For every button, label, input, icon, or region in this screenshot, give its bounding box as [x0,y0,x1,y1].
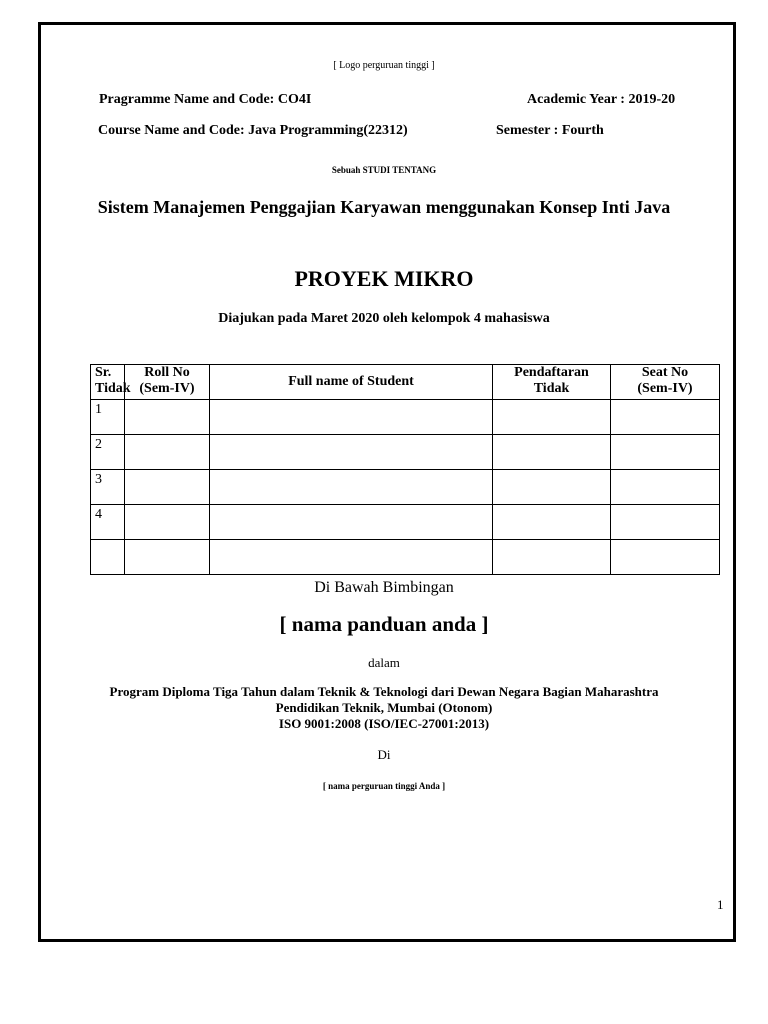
cell-sr: 1 [91,400,125,435]
cell-name [210,400,493,435]
academic-year: Academic Year : 2019-20 [527,92,676,107]
header-full-name [210,365,493,400]
program-line: Program Diploma Tiga Tahun dalam Teknik & Teknologi dari Dewan Negara Bagian Maharashtra [109,684,659,699]
cell-roll [125,435,210,470]
header-roll-line1: Roll No [144,365,190,380]
program-line: ISO 9001:2008 (ISO/IEC-27001:2013) [278,716,490,731]
cell-sr: 3 [91,470,125,505]
cell-name [210,435,493,470]
table-row [91,435,720,470]
program-line: Pendidikan Teknik, Mumbai (Otonom) [275,700,493,715]
header-sr-line1: Sr. [95,365,112,380]
guide-name-placeholder: [ nama panduan anda ] [279,612,489,636]
cell-registration [493,540,611,575]
header-reg-line1: Pendaftaran [514,365,589,380]
table-row [91,505,720,540]
at-label: Di [377,747,391,762]
cell-sr [91,540,125,575]
table-row [91,540,720,575]
page-number: 1 [717,897,724,912]
cell-seat [611,540,720,575]
cell-seat [611,505,720,540]
table-header-row [91,365,720,400]
header-roll-no [125,365,210,400]
header-seat-no [611,365,720,400]
cell-sr: 2 [91,435,125,470]
study-label: Sebuah STUDI TENTANG [331,165,437,175]
header-registration [493,365,611,400]
header-sr-no [91,365,131,400]
cell-registration [493,470,611,505]
project-type: PROYEK MIKRO [294,266,474,291]
cell-name [210,540,493,575]
cell-seat [611,435,720,470]
guidance-label: Di Bawah Bimbingan [314,579,454,596]
cell-roll [125,505,210,540]
programme-name: Pragramme Name and Code: CO4I [99,92,312,107]
table-row [91,400,720,435]
cell-roll [125,470,210,505]
program-description [0,684,768,732]
cell-name [210,505,493,540]
semester: Semester : Fourth [496,123,604,138]
cell-roll [125,540,210,575]
header-sr-line2: Tidak [95,381,131,396]
header-reg-line2: Tidak [533,381,570,396]
table-row [91,470,720,505]
cell-registration [493,435,611,470]
cell-registration [493,400,611,435]
header-seat-line2: (Sem-IV) [637,381,693,396]
logo-placeholder: [ Logo perguruan tinggi ] [333,60,435,71]
cell-sr: 4 [91,505,125,540]
cell-name [210,470,493,505]
cell-seat [611,470,720,505]
cell-registration [493,505,611,540]
course-name: Course Name and Code: Java Programming(22312) [98,123,408,138]
header-roll-line2: (Sem-IV) [139,381,195,396]
students-table [90,364,720,575]
project-title: Sistem Manajemen Penggajian Karyawan menggunakan Konsep Inti Java [97,197,671,217]
cell-seat [611,400,720,435]
submitted-line: Diajukan pada Maret 2020 oleh kelompok 4 mahasiswa [218,311,550,326]
college-placeholder: [ nama perguruan tinggi Anda ] [322,781,446,791]
header-name-label: Full name of Student [288,374,414,389]
in-label: dalam [368,655,400,670]
cell-roll [125,400,210,435]
header-seat-line1: Seat No [641,365,689,380]
